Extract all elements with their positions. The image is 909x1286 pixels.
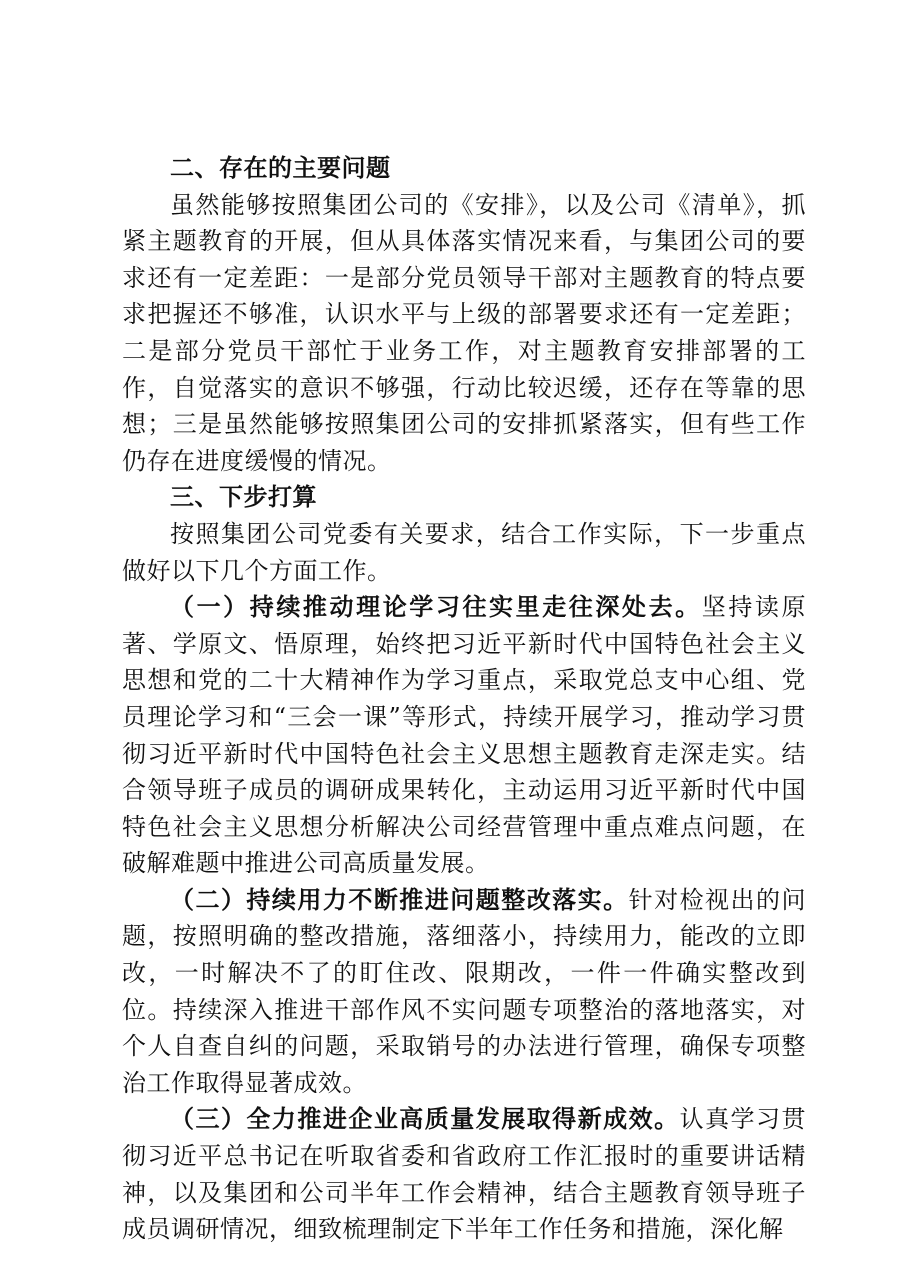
paragraph-item-3 <box>122 1101 806 1247</box>
item-1-body: 坚持读原著、学原文、悟原理，始终把习近平新时代中国特色社会主义思想和党的二十大精神作为学习重点，采取党总支中心组、党员理论学习和“三会一课”等形式，持续开展学习，推动学习贯彻习近平新时代中国特色社会主义思想主题教育走深走实。结合领导班子成员的调研成果转化，主动运用习近平新时代中国特色社会主义思想分析解决公司经营管理中重点难点问题，在破解难题中推进公司高质量发展。 <box>122 593 807 878</box>
section-heading-next-steps: 三、下步打算 <box>170 483 317 512</box>
paragraph-item-2 <box>122 882 806 1102</box>
item-2-body: 针对检视出的问题，按照明确的整改措施，落细落小，持续用力，能改的立即改，一时解决不了的盯住改、限期改，一件一件确实整改到位。持续深入推进干部作风不实问题专项整治的落地落实，对个人自查自纠的问题，采取销号的办法进行管理，确保专项整治工作取得显著成效。 <box>122 885 806 1097</box>
paragraph-item-1 <box>122 589 806 882</box>
item-1-title: （一）持续推动理论学习往实里走往深处去。 <box>170 593 702 622</box>
item-3-body: 认真学习贯彻习近平总书记在听取省委和省政府工作汇报时的重要讲话精神，以及集团和公司半年工作会精神，结合主题教育领导班子成员调研情况，细致梳理制定下半年工作任务和措施，深化解 <box>122 1105 807 1244</box>
document-body <box>122 150 806 1248</box>
paragraph-problems: 虽然能够按照集团公司的《安排》，以及公司《清单》，抓紧主题教育的开展，但从具体落实情况来看，与集团公司的要求还有一定差距：一是部分党员领导干部对主题教育的特点要求把握还不够准，认识水平与上级的部署要求还有一定差距；二是部分党员干部忙于业务工作，对主题教育安排部署的工作，自觉落实的意识不够强，行动比较迟缓，还存在等靠的思想；三是虽然能够按照集团公司的安排抓紧落实，但有些工作仍存在进度缓慢的情况。 <box>122 190 806 475</box>
item-2-title: （二）持续用力不断推进问题整改落实。 <box>170 885 629 914</box>
paragraph-next-steps-intro: 按照集团公司党委有关要求，结合工作实际，下一步重点做好以下几个方面工作。 <box>122 519 806 585</box>
item-3-title: （三）全力推进企业高质量发展取得新成效。 <box>170 1105 680 1134</box>
section-heading-problems: 二、存在的主要问题 <box>170 154 391 182</box>
